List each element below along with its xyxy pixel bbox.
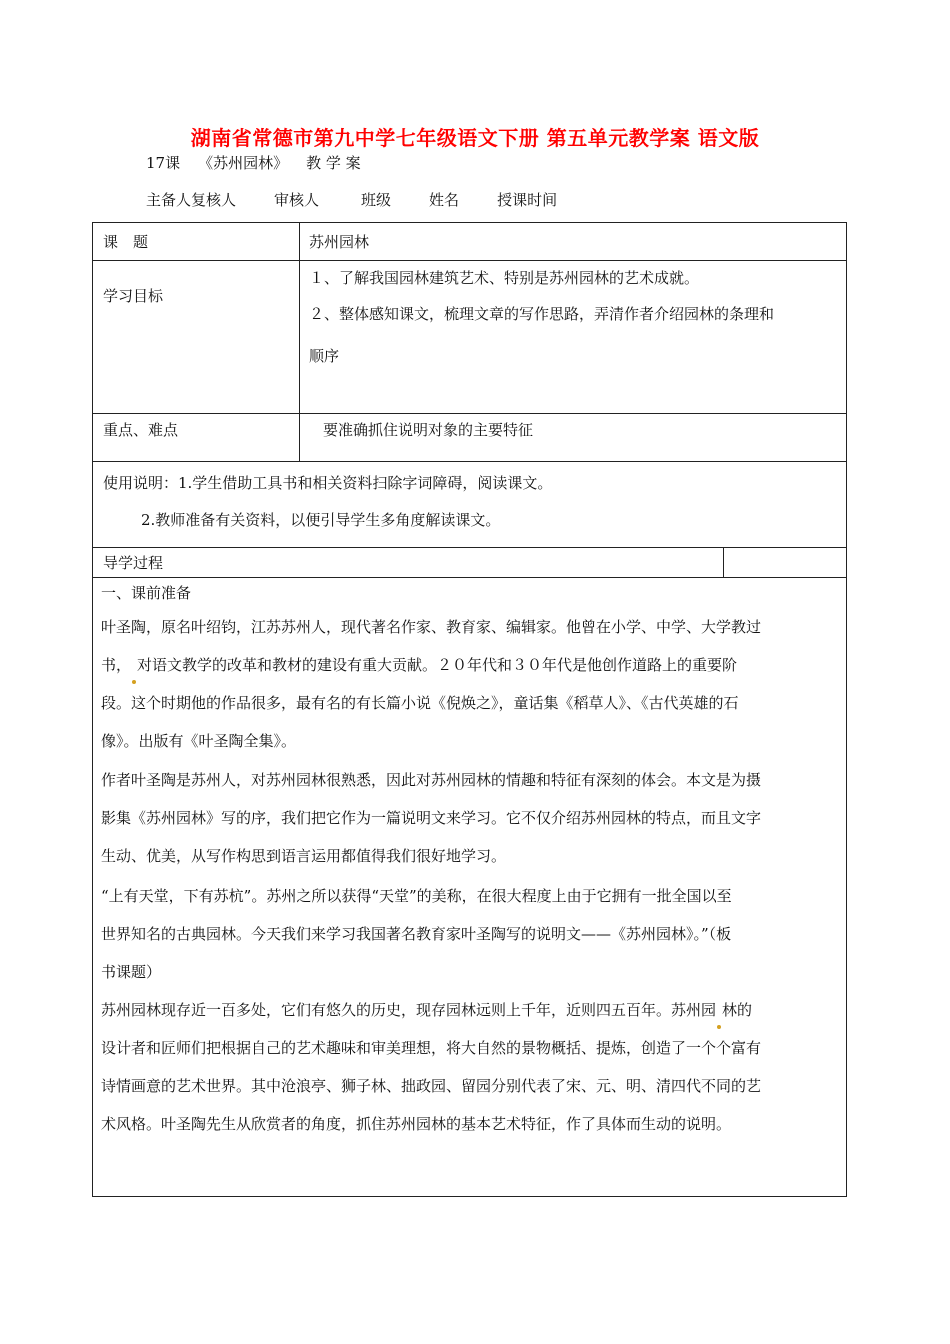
paragraph-line: 段。这个时期他的作品很多，最有名的有长篇小说《倪焕之》，童话集《稻草人》、《古代英雄的石 [101, 694, 739, 712]
row-topic [93, 223, 846, 261]
row-content [93, 578, 846, 1198]
lesson-heading [146, 152, 379, 173]
staff-line [146, 189, 557, 210]
paragraph-line: 书， 对语文教学的改革和教材的建设有重大贡献。２０年代和３０年代是他创作道路上的重要阶 [101, 646, 841, 684]
paragraph-gardens [101, 991, 841, 1143]
key-value: 要准确抓住说明对象的主要特征 [323, 421, 534, 439]
lesson-table [92, 222, 847, 1197]
column-divider [299, 261, 300, 413]
paragraph-intro [101, 761, 841, 875]
row-key-points [93, 414, 846, 462]
usage-line-2: 2.教师准备有关资料，以便引导学生多角度解读课文。 [141, 511, 501, 529]
row-usage [93, 462, 846, 548]
paragraph-line: 世界知名的古典园林。今天我们来学习我国著名教育家叶圣陶写的说明文——《苏州园林》。”（板 [101, 925, 732, 943]
topic-value: 苏州园林 [309, 233, 370, 251]
goal-item: １、了解我国园林建筑艺术、特别是苏州园林的艺术成就。 [309, 269, 700, 287]
column-divider [299, 223, 300, 260]
paragraph-author [101, 608, 841, 760]
row-process [93, 548, 846, 578]
staff-reviewer: 审核人 [274, 191, 320, 209]
paragraph-line: 生动、优美，从写作构思到语言运用都值得我们很好地学习。 [101, 847, 507, 865]
usage-line-1: 使用说明：1.学生借助工具书和相关资料扫除字词障碍，阅读课文。 [103, 474, 553, 492]
lesson-type: 教 学 案 [306, 154, 361, 172]
section-title: 一、课前准备 [101, 584, 192, 602]
goal-item: 顺序 [309, 347, 340, 365]
column-divider [299, 414, 300, 461]
paragraph-line: 苏州园林现存近一百多处，它们有悠久的历史，现存园林远则上千年，近则四五百年。苏州园 林的 [101, 991, 841, 1029]
paragraph-heaven [101, 877, 841, 991]
staff-class: 班级 [361, 191, 392, 209]
column-divider [723, 548, 724, 577]
paragraph-line: 叶圣陶，原名叶绍钧，江苏苏州人，现代著名作家、教育家、编辑家。他曾在小学、中学、大学教过 [101, 618, 762, 636]
document-title: 湖南省常德市第九中学七年级语文下册 第五单元教学案 语文版 [190, 126, 760, 150]
lesson-number: 17课 [146, 154, 181, 172]
paragraph-line: 像》。出版有《叶圣陶全集》。 [101, 732, 297, 750]
paragraph-line: 设计者和匠师们把根据自己的艺术趣味和审美理想，将大自然的景物概括、提炼，创造了一个个富有 [101, 1039, 762, 1057]
paragraph-line: 作者叶圣陶是苏州人，对苏州园林很熟悉，因此对苏州园林的情趣和特征有深刻的体会。本文是为摄 [101, 771, 762, 789]
staff-name: 姓名 [429, 191, 460, 209]
lesson-title: 《苏州园林》 [198, 154, 289, 172]
staff-time: 授课时间 [497, 191, 558, 209]
paragraph-line: 影集《苏州园林》写的序，我们把它作为一篇说明文来学习。它不仅介绍苏州园林的特点，而且文字 [101, 809, 762, 827]
paragraph-line: 诗情画意的艺术世界。其中沧浪亭、狮子林、拙政园、留园分别代表了宋、元、明、清四代不同的艺 [101, 1077, 762, 1095]
paragraph-line: 术风格。叶圣陶先生从欣赏者的角度，抓住苏州园林的基本艺术特征，作了具体而生动的说明。 [101, 1115, 732, 1133]
row-goals [93, 261, 846, 414]
paragraph-line: 书课题） [101, 963, 162, 981]
process-label: 导学过程 [103, 554, 164, 572]
staff-preparer: 主备人复核人 [146, 191, 237, 209]
goal-item: ２、整体感知课文，梳理文章的写作思路，弄清作者介绍园林的条理和 [309, 305, 775, 323]
topic-label: 课 题 [103, 233, 149, 251]
key-label: 重点、难点 [103, 421, 179, 439]
paragraph-line: “上有天堂，下有苏杭”。苏州之所以获得“天堂”的美称，在很大程度上由于它拥有一批全国以至 [101, 887, 732, 905]
goals-label: 学习目标 [103, 287, 164, 305]
